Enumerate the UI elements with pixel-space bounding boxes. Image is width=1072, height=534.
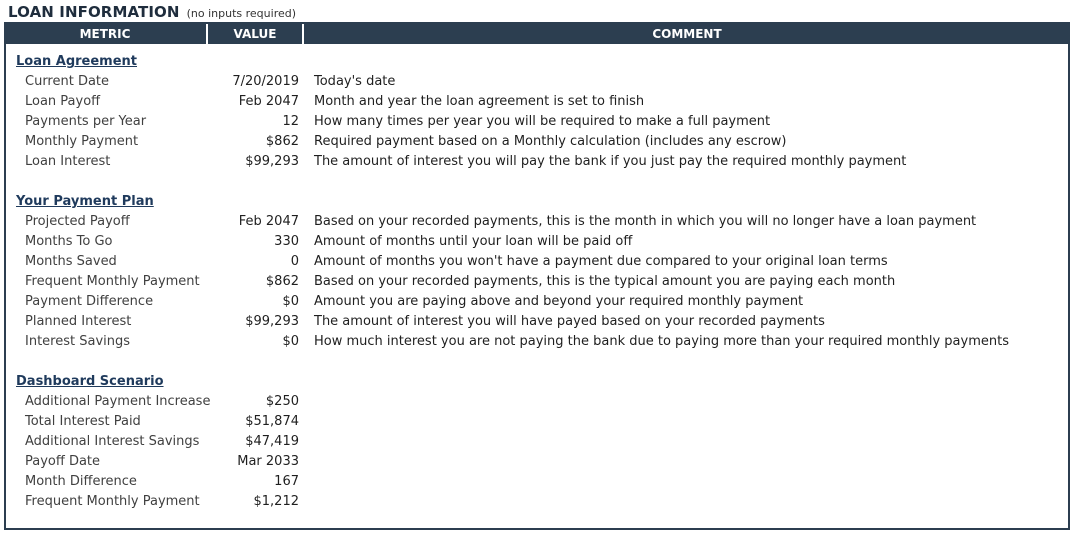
metric-comment: The amount of interest you will pay the bank if you just pay the required monthly payment: [314, 154, 907, 169]
metric-label: Months To Go: [25, 234, 113, 249]
metric-label: Monthly Payment: [25, 134, 139, 149]
table-header: [4, 22, 1070, 44]
metric-value: $0: [282, 294, 299, 309]
table-row: [6, 292, 1068, 312]
metric-label: Additional Payment Increase: [25, 394, 211, 409]
section-title: Your Payment Plan: [16, 194, 154, 209]
metric-value: Mar 2033: [237, 454, 299, 469]
metric-value: Feb 2047: [238, 94, 299, 109]
metric-label: Payoff Date: [25, 454, 101, 469]
metric-comment: Based on your recorded payments, this is the month in which you will no longer have a loan payment: [314, 214, 977, 229]
metric-label: Frequent Monthly Payment: [25, 494, 200, 509]
metric-value: 0: [290, 254, 299, 269]
page-subtitle: (no inputs required): [186, 7, 297, 20]
loan-information-table: [4, 22, 1070, 530]
metric-comment: Amount of months until your loan will be paid off: [314, 234, 633, 249]
metric-value: $51,874: [245, 414, 299, 429]
metric-label: Current Date: [25, 74, 110, 89]
metric-value: $1,212: [253, 494, 299, 509]
metric-value: $0: [282, 334, 299, 349]
metric-value: $862: [265, 274, 299, 289]
metric-label: Months Saved: [25, 254, 117, 269]
metric-comment: How much interest you are not paying the bank due to paying more than your required monthly payments: [314, 334, 1009, 349]
column-header-metric: METRIC: [79, 27, 131, 41]
metric-value: 7/20/2019: [232, 74, 299, 89]
section-title: Dashboard Scenario: [16, 374, 164, 389]
section-spacer: [6, 352, 1068, 372]
metric-label: Loan Payoff: [25, 94, 101, 109]
metric-value: Feb 2047: [238, 214, 299, 229]
metric-comment: Required payment based on a Monthly calculation (includes any escrow): [314, 134, 787, 149]
metric-label: Loan Interest: [25, 154, 111, 169]
page-title-bar: [8, 2, 296, 22]
metric-value: $99,293: [245, 154, 299, 169]
table-row: [6, 432, 1068, 452]
table-row: [6, 492, 1068, 512]
column-header-comment: COMMENT: [652, 27, 722, 41]
metric-value: $99,293: [245, 314, 299, 329]
table-row: [6, 472, 1068, 492]
metric-value: $250: [265, 394, 299, 409]
metric-comment: Today's date: [314, 74, 396, 89]
metric-label: Interest Savings: [25, 334, 131, 349]
page-title: LOAN INFORMATION: [8, 3, 180, 21]
table-row: [6, 92, 1068, 112]
metric-value: 12: [282, 114, 299, 129]
table-row: [6, 132, 1068, 152]
metric-value: 167: [274, 474, 299, 489]
metric-label: Payment Difference: [25, 294, 154, 309]
table-row: [6, 232, 1068, 252]
metric-label: Month Difference: [25, 474, 137, 489]
metric-label: Projected Payoff: [25, 214, 130, 229]
metric-comment: Based on your recorded payments, this is the typical amount you are paying each month: [314, 274, 896, 289]
metric-comment: How many times per year you will be required to make a full payment: [314, 114, 771, 129]
metric-comment: Amount you are paying above and beyond your required monthly payment: [314, 294, 804, 309]
metric-value: $862: [265, 134, 299, 149]
table-row: [6, 112, 1068, 132]
metric-label: Additional Interest Savings: [25, 434, 200, 449]
metric-label: Planned Interest: [25, 314, 132, 329]
table-row: [6, 72, 1068, 92]
metric-comment: Month and year the loan agreement is set to finish: [314, 94, 645, 109]
table-row: [6, 412, 1068, 432]
metric-label: Total Interest Paid: [25, 414, 141, 429]
metric-comment: The amount of interest you will have payed based on your recorded payments: [314, 314, 825, 329]
section-spacer: [6, 172, 1068, 192]
table-row: [6, 312, 1068, 332]
table-body: [6, 52, 1068, 512]
table-row: [6, 152, 1068, 172]
section-title: Loan Agreement: [16, 54, 138, 69]
table-row: [6, 272, 1068, 292]
table-row: [6, 332, 1068, 352]
column-header-value: VALUE: [233, 27, 277, 41]
table-row: [6, 212, 1068, 232]
table-row: [6, 252, 1068, 272]
metric-value: 330: [274, 234, 299, 249]
table-row: [6, 452, 1068, 472]
table-row: [6, 392, 1068, 412]
metric-label: Frequent Monthly Payment: [25, 274, 200, 289]
metric-comment: Amount of months you won't have a payment due compared to your original loan terms: [314, 254, 888, 269]
metric-value: $47,419: [245, 434, 299, 449]
metric-label: Payments per Year: [25, 114, 147, 129]
